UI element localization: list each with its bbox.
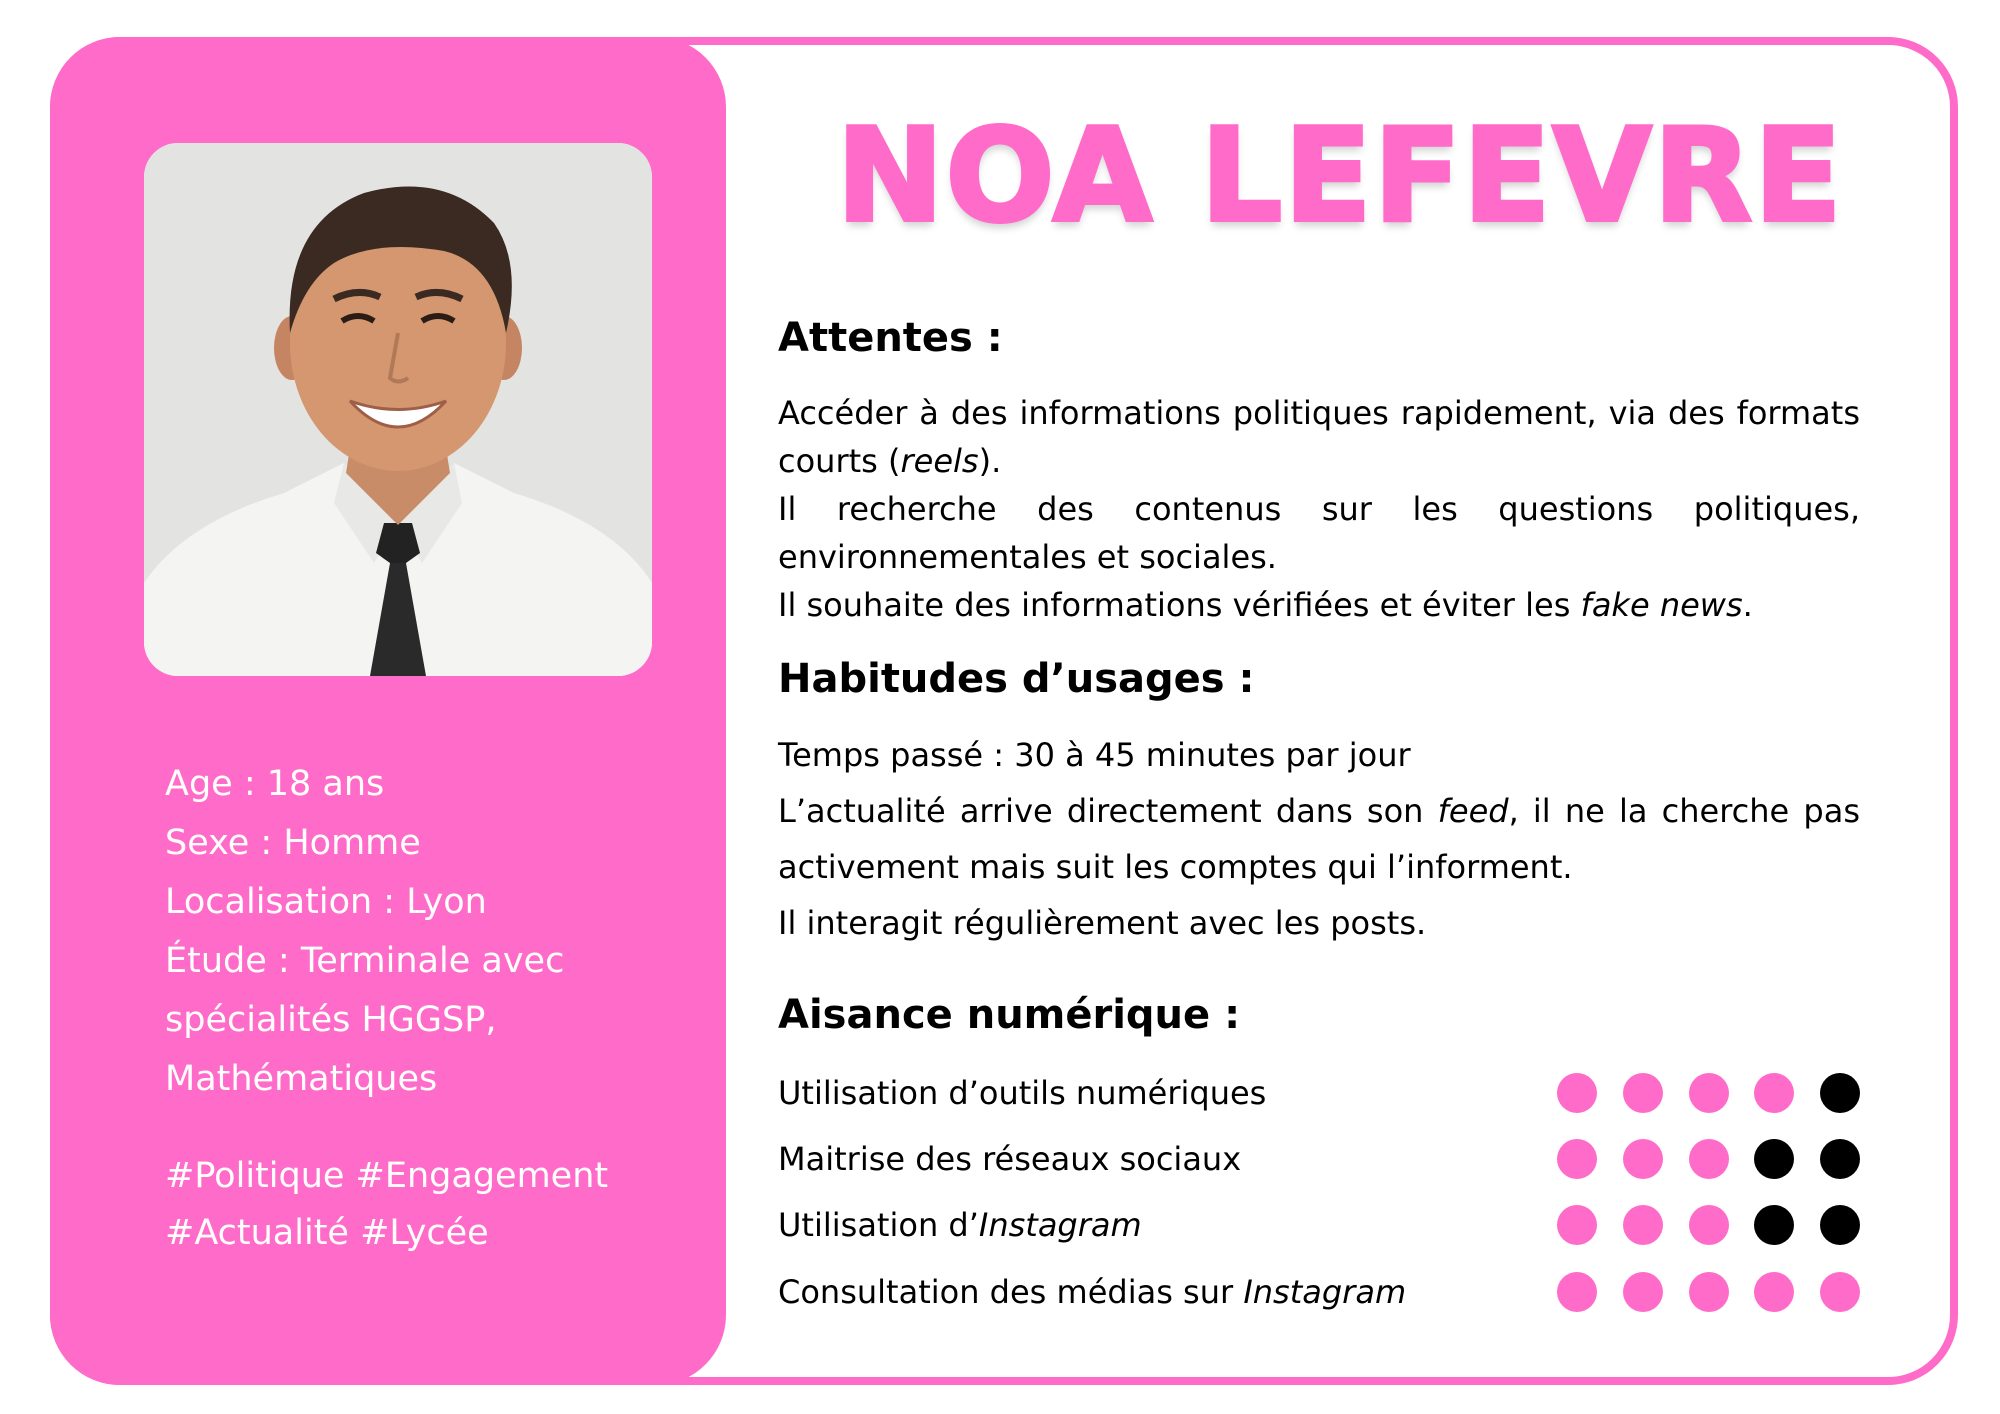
persona-name: NOA LEFEVRE [836,102,1844,251]
rating-dot-filled [1754,1272,1794,1312]
skill-rating [1557,1272,1860,1312]
rating-dot-filled [1557,1272,1597,1312]
skill-rating [1557,1205,1860,1245]
skill-label: Consultation des médias sur Instagram [778,1273,1407,1311]
rating-dot-filled [1623,1073,1663,1113]
rating-dot-filled [1623,1205,1663,1245]
etude-text-line1: Étude : Terminale avec [165,941,565,981]
profile-info [165,755,705,1109]
rating-dot-filled [1557,1205,1597,1245]
skill-label: Utilisation d’Instagram [778,1206,1142,1244]
rating-dot-empty [1820,1073,1860,1113]
rating-dot-filled [1623,1139,1663,1179]
rating-dot-empty [1754,1205,1794,1245]
age-text: Age : 18 ans [165,764,385,804]
attentes-paragraph-1: Accéder à des informations politiques rapidement, via des formats courts (reels). [778,394,1860,480]
rating-dot-filled [1689,1073,1729,1113]
rating-dot-filled [1820,1272,1860,1312]
aisance-title: Aisance numérique : [778,992,1241,1038]
skill-rating [1557,1073,1860,1113]
skill-label: Utilisation d’outils numériques [778,1074,1267,1112]
attentes-paragraph-2: Il recherche des contenus sur les questions politiques, environnementales et sociales. [778,490,1860,576]
skill-rating [1557,1139,1860,1179]
attentes-body [778,389,1860,629]
habitudes-paragraph-3: Il interagit régulièrement avec les posts. [778,904,1427,942]
rating-dot-filled [1557,1073,1597,1113]
rating-dot-empty [1754,1139,1794,1179]
hashtags-line1: #Politique #Engagement [165,1156,609,1196]
portrait-photo [144,143,652,676]
habitudes-title: Habitudes d’usages : [778,656,1255,702]
rating-dot-filled [1557,1139,1597,1179]
sexe-text: Sexe : Homme [165,823,421,863]
etude-text-line2: spécialités HGGSP, [165,1000,497,1040]
habitudes-paragraph-1: Temps passé : 30 à 45 minutes par jour [778,736,1411,774]
etude-text-line3: Mathématiques [165,1059,438,1099]
skill-row [778,1068,1860,1118]
rating-dot-empty [1820,1205,1860,1245]
rating-dot-filled [1623,1272,1663,1312]
localisation-text: Localisation : Lyon [165,882,487,922]
hashtags-line2: #Actualité #Lycée [165,1213,489,1253]
rating-dot-filled [1689,1139,1729,1179]
rating-dot-filled [1754,1073,1794,1113]
portrait-photo-icon [144,143,652,676]
skill-row [778,1267,1860,1317]
rating-dot-filled [1689,1272,1729,1312]
skill-row [778,1134,1860,1184]
skill-label: Maitrise des réseaux sociaux [778,1140,1242,1178]
rating-dot-filled [1689,1205,1729,1245]
attentes-paragraph-3: Il souhaite des informations vérifiées et éviter les fake news. [778,586,1753,624]
rating-dot-empty [1820,1139,1860,1179]
attentes-title: Attentes : [778,315,1003,361]
hashtags [165,1148,705,1262]
skill-row [778,1200,1860,1250]
habitudes-body [778,727,1860,951]
habitudes-paragraph-2: L’actualité arrive directement dans son feed, il ne la cherche pas activement mais suit les comptes qui l’informent. [778,792,1861,886]
